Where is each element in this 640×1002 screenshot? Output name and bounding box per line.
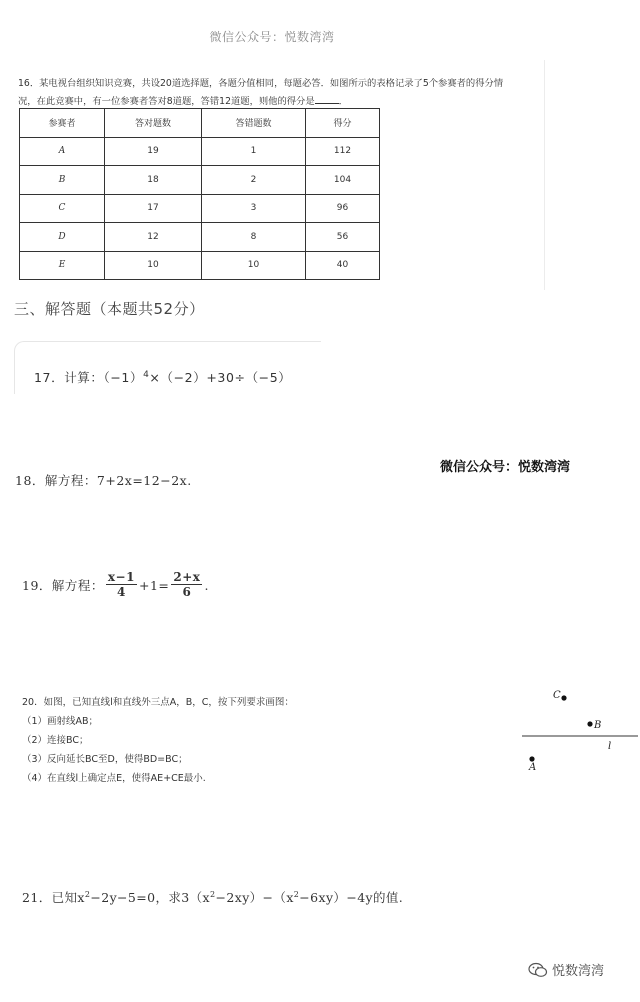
watermark-bottom: 悦数湾湾: [528, 960, 604, 979]
header-wrong: 答错题数: [202, 109, 306, 138]
fraction-left: $\frac{x-1}{4}$: [107, 570, 135, 599]
q20-item: （2）连接BC；: [22, 735, 89, 746]
cell-wrong: 3: [202, 194, 306, 223]
cell-score: 56: [306, 223, 380, 252]
header-correct: 答对题数: [105, 109, 202, 138]
cell-name: C: [20, 194, 105, 223]
question-21: 21．已知$x^2-2y-5=0$，求$3(x^2-2xy)-(x^2-6xy)-4y$的值.: [22, 889, 404, 905]
watermark-middle: 微信公众号：悦数湾湾: [440, 460, 571, 475]
geometry-figure: [512, 680, 638, 780]
cell-correct: 12: [105, 223, 202, 252]
score-table: [19, 108, 380, 280]
cell-wrong: 8: [202, 223, 306, 252]
cell-name: E: [20, 251, 105, 280]
question-16: [18, 75, 548, 111]
q16-line2: 况，在此竞赛中，有一位参赛者答对8道题，答错12道题，则他的得分是 ．: [18, 96, 348, 107]
table-row: [20, 166, 380, 195]
cell-correct: 17: [105, 194, 202, 223]
q20-item: （3）反向延长BC至D，使得BD=BC；: [22, 754, 188, 765]
cell-name: B: [20, 166, 105, 195]
label-b: B: [594, 720, 602, 731]
answer-blank: [315, 94, 339, 104]
question-19: 19．解方程： $\frac{x-1}{4}$ +1= $\frac{2+x}{6}$ .: [22, 570, 209, 599]
cell-wrong: 10: [202, 251, 306, 280]
cell-correct: 18: [105, 166, 202, 195]
point-a: [529, 756, 534, 761]
cell-name: A: [20, 137, 105, 166]
header-score: 得分: [306, 109, 380, 138]
question-20: [22, 693, 522, 788]
q20-stem: 20．如图，已知直线l和直线外三点A，B，C，按下列要求画图：: [22, 697, 294, 708]
table-row: [20, 251, 380, 280]
point-c: [561, 695, 566, 700]
table-row: [20, 223, 380, 252]
question-18: 18．解方程：7+2x=12−2x.: [15, 473, 192, 488]
cell-name: D: [20, 223, 105, 252]
table-row: [20, 137, 380, 166]
cell-score: 112: [306, 137, 380, 166]
wechat-icon: [528, 962, 548, 978]
cell-wrong: 1: [202, 137, 306, 166]
cell-correct: 10: [105, 251, 202, 280]
label-a: A: [529, 762, 537, 773]
cell-wrong: 2: [202, 166, 306, 195]
section-title: 三、解答题（本题共52分）: [14, 300, 205, 318]
q20-item: （4）在直线l上确定点E，使得AE+CE最小.: [22, 773, 206, 784]
cell-score: 96: [306, 194, 380, 223]
cell-score: 40: [306, 251, 380, 280]
point-b: [587, 721, 592, 726]
watermark-top: 微信公众号：悦数湾湾: [209, 30, 335, 44]
exponent: 4: [143, 369, 150, 380]
fraction-right: $\frac{2+x}{6}$: [173, 570, 201, 599]
cell-score: 104: [306, 166, 380, 195]
table-header-row: [20, 109, 380, 138]
label-c: C: [553, 690, 561, 701]
header-contestant: 参赛者: [20, 109, 105, 138]
table-row: [20, 194, 380, 223]
q16-line1: 16．某电视台组织知识竞赛，共设20道选择题，各题分值相同，每题必答．如图所示的表格记录了5个参赛者的得分情: [18, 78, 504, 89]
label-l: l: [608, 741, 612, 752]
q20-item: （1）画射线AB；: [22, 716, 99, 727]
cell-correct: 19: [105, 137, 202, 166]
question-17: 17．计算：$(-1)^4\times(-2)+30\div(-5)$: [34, 369, 292, 385]
